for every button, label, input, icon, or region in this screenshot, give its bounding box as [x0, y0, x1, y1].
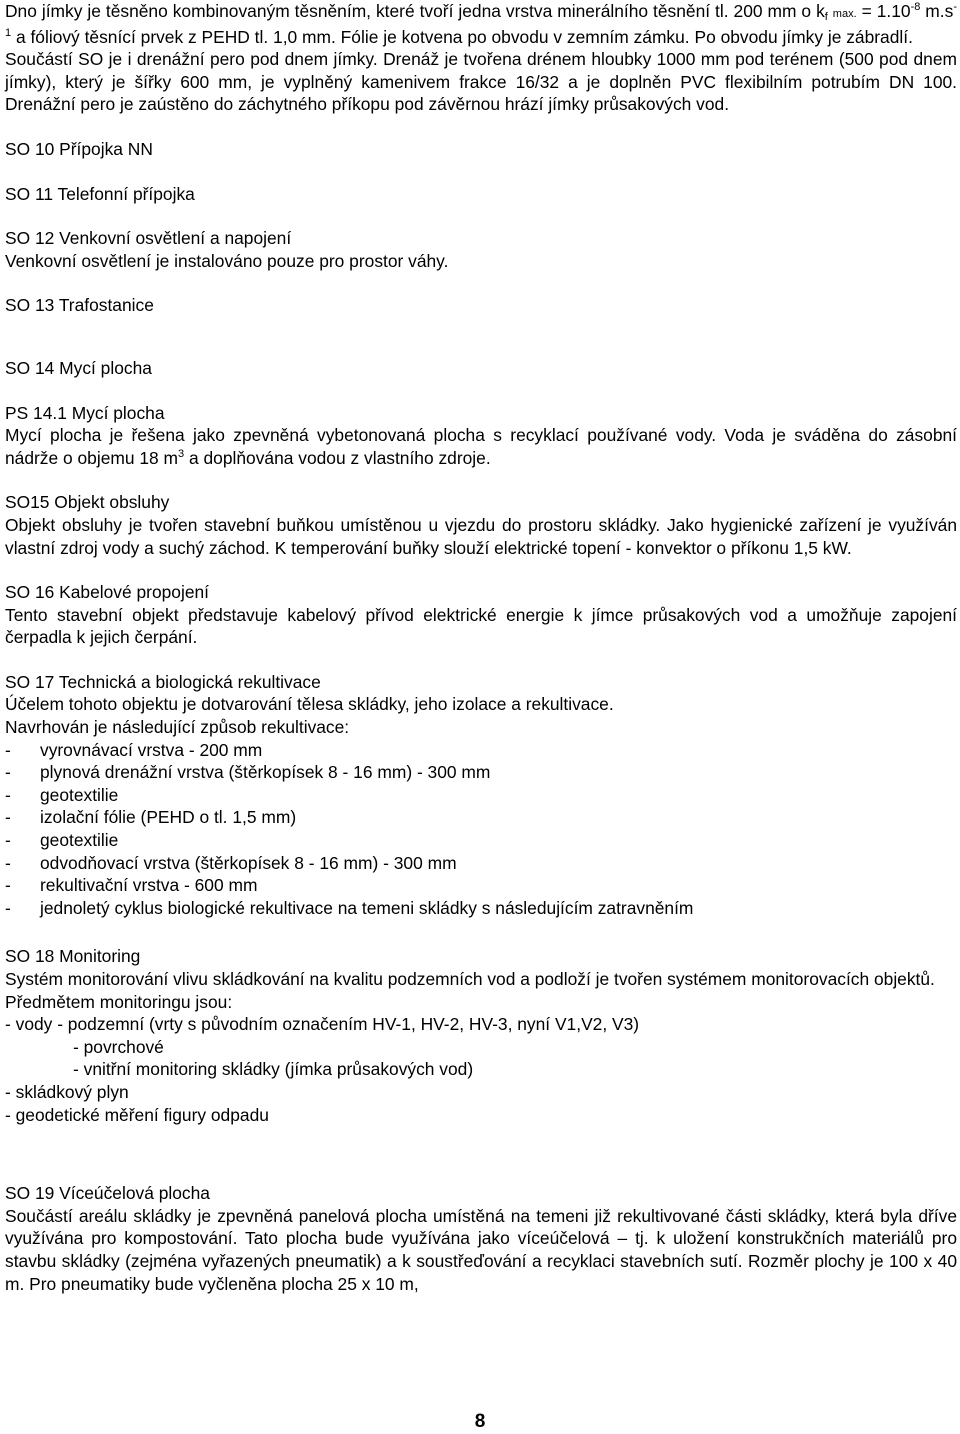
ps14-text-a: Mycí plocha je řešena jako zpevněná vybetonovaná plocha s recyklací používané vody. Voda je sváděna do zásobní nádrže o objemu 18 m — [5, 425, 957, 468]
intro-text-2: = 1.10 — [856, 1, 911, 21]
page-number: 8 — [474, 1411, 486, 1432]
so18-text-1: Systém monitorování vlivu skládkování na kvalitu podzemních vod a podloží je tvořen systémem monitorovacích objektů. — [5, 969, 935, 989]
so18-line-1: - vody - podzemní (vrty s původním označením HV-1, HV-2, HV-3, nyní V1,V2, V3) — [5, 1014, 640, 1035]
document-page — [5, 0, 957, 1295]
so18-heading: SO 18 Monitoring — [5, 946, 141, 967]
intro-text-1: Dno jímky je těsněno kombinovaným těsněním, které tvoří jedna vrstva minerálního těsnění tl. 200 mm o k — [5, 1, 825, 21]
so18-text-2: Předmětem monitoringu jsou: — [5, 991, 233, 1012]
so17-text-2: Navrhován je následující způsob rekultivace: — [5, 717, 350, 738]
intro-exponent-2: -1 — [5, 1, 957, 39]
so17-list — [5, 739, 957, 920]
ps14-cubic-superscript: 3 — [178, 447, 185, 460]
so18-line-5: - geodetické měření figury odpadu — [5, 1104, 269, 1125]
list-item: - vyrovnávací vrstva - 200 mm — [5, 739, 263, 760]
intro-exponent-1: -8 — [910, 1, 921, 14]
intro-text-4: a fóliový těsnící prvek z PEHD tl. 1,0 mm. Fólie je kotvena po obvodu v zemním zámku. Po obvodu jímky je zábradlí. — [11, 26, 913, 47]
ps14-heading: PS 14.1 Mycí plocha — [5, 402, 165, 423]
intro-paragraph — [5, 0, 957, 48]
so10-heading: SO 10 Přípojka NN — [5, 138, 153, 159]
so17-text-1: Účelem tohoto objektu je dotvarování tělesa skládky, jeho izolace a rekultivace. — [5, 694, 614, 715]
intro-kf-subscript: f — [824, 11, 828, 23]
so12-text: Venkovní osvětlení je instalováno pouze pro prostor váhy. — [5, 250, 449, 271]
so14-heading: SO 14 Mycí plocha — [5, 357, 152, 378]
so11-heading: SO 11 Telefonní přípojka — [5, 183, 195, 204]
so13-heading: SO 13 Trafostanice — [5, 295, 154, 316]
so19-heading: SO 19 Víceúčelová plocha — [5, 1183, 210, 1204]
so15-heading: SO15 Objekt obsluhy — [5, 492, 170, 513]
so17-heading: SO 17 Technická a biologická rekultivace — [5, 671, 321, 692]
list-item: - izolační fólie (PEHD o tl. 1,5 mm) — [5, 807, 297, 828]
list-item: - geotextilie — [5, 830, 119, 851]
list-item: - jednoletý cyklus biologické rekultivace na temeni skládky s následujícím zatravněním — [5, 897, 694, 918]
so16-text: Tento stavební objekt představuje kabelový přívod elektrické energie k jímce průsakových vod a umožňuje zapojení čerpadla k jejich čerpání. — [5, 604, 957, 648]
so16-heading: SO 16 Kabelové propojení — [5, 582, 210, 603]
list-item: - geotextilie — [5, 784, 119, 805]
list-item: - plynová drenážní vrstva (štěrkopísek 8 - 16 mm) - 300 mm — [5, 762, 491, 783]
so18-line-2: - povrchové — [73, 1036, 164, 1057]
intro-max-subscript: max. — [832, 8, 857, 20]
list-item: - rekultivační vrstva - 600 mm — [5, 875, 258, 896]
list-item: - odvodňovací vrstva (štěrkopísek 8 - 16 mm) - 300 mm — [5, 852, 457, 873]
ps14-text — [5, 424, 957, 469]
drainage-paragraph: Součástí SO je i drenážní pero pod dnem jímky. Drenáž je tvořena drénem hloubky 1000 mm pod terénem (500 pod dnem jímky), který je šířky 600 mm, je vyplněný kamenivem frakce 16/32 a je doplněn PVC flexibilním potrubím DN 100. Drenážní pero je zaústěno do záchytného příkopu pod závěrnou hrází jímky průsakových vod. — [5, 49, 957, 115]
so15-text: Objekt obsluhy je tvořen stavební buňkou umístěnou u vjezdu do prostoru skládky. Jako hygienické zařízení je využíván vlastní zdroj vody a suchý záchod. K temperování buňky slouží elektrické topení - konvektor o příkonu 1,5 kW. — [5, 514, 957, 558]
so19-text: Součástí areálu skládky je zpevněná panelová plocha umístěná na temeni již rekultivované části skládky, která byla dříve využívána pro kompostování. Tato plocha bude využívána jako víceúčelová – tj. k uložení konstrukčních materiálů pro stavbu skládky (zejména vyřazených pneumatik) a k soustřeďování a recyklaci stavebních sutí. Rozměr plochy je 100 x 40 m. Pro pneumatiky bude vyčleněna plocha 25 x 10 m, — [5, 1205, 957, 1294]
intro-text-3: m.s — [920, 1, 954, 21]
ps14-text-b: a doplňována vodou z vlastního zdroje. — [184, 447, 491, 468]
so18-line-4: - skládkový plyn — [5, 1081, 129, 1102]
so12-heading: SO 12 Venkovní osvětlení a napojení — [5, 228, 292, 249]
so18-line-3: - vnitřní monitoring skládky (jímka průsakových vod) — [73, 1059, 474, 1080]
